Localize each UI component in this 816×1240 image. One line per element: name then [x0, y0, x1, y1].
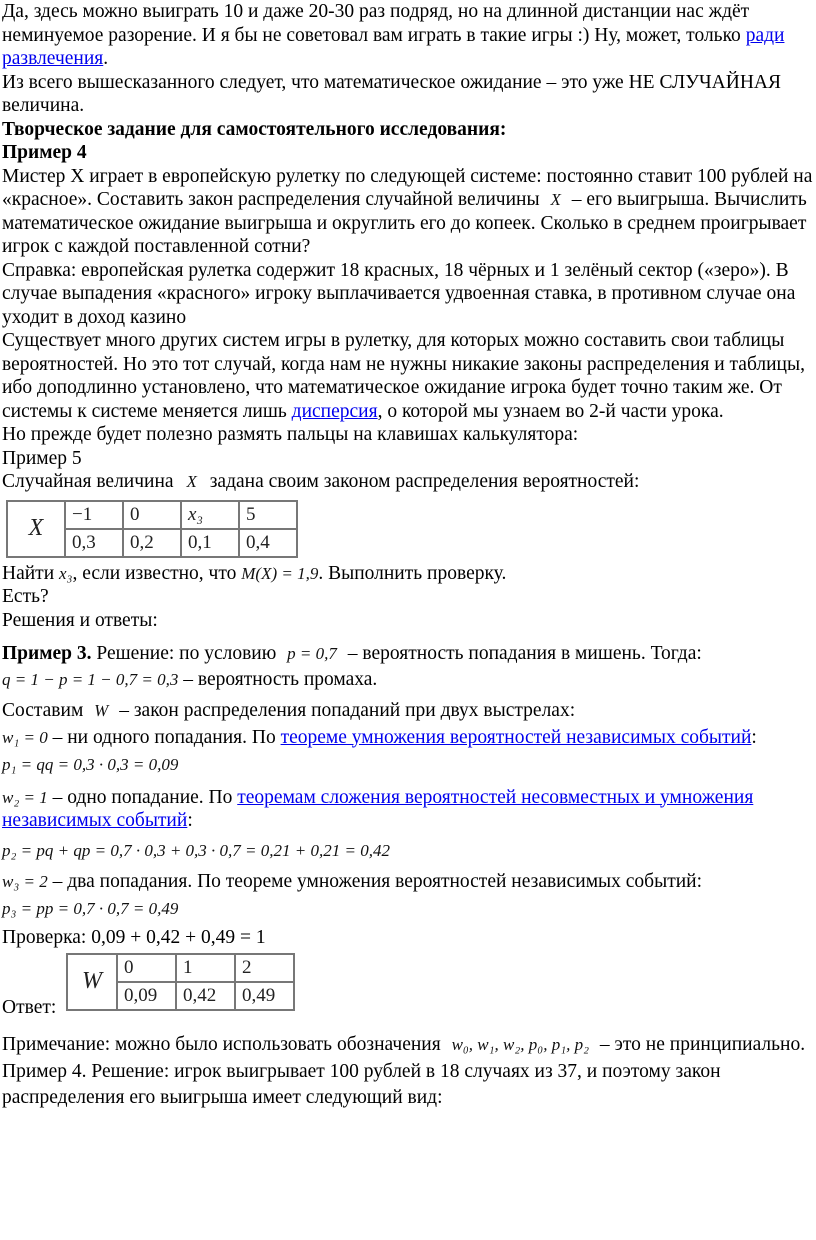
table-cell-value: 1	[176, 954, 235, 982]
paragraph-conclusion: Из всего вышесказанного следует, что математическое ожидание – это уже НЕ СЛУЧАЙНАЯ величина.	[2, 71, 782, 116]
text-span: – ни одного попадания. По	[47, 726, 281, 748]
table-label-x: X	[7, 501, 65, 557]
link-addition-multiplication-theorems[interactable]: теоремам сложения вероятностей несовместных и умножения независимых событий	[2, 786, 754, 831]
text-span: Примечание: можно было использовать обозначения	[2, 1034, 446, 1055]
text-span: Случайная величина	[2, 471, 179, 492]
table-cell-value: 2	[235, 954, 294, 982]
formula-x: X	[186, 472, 197, 491]
table-cell-prob: 0,09	[117, 982, 176, 1010]
formula-w2: w₂ = 1	[2, 787, 48, 807]
paragraph-check: Проверка: 0,09 + 0,42 + 0,49 = 1	[2, 926, 266, 948]
paragraph-w1	[2, 724, 814, 751]
formula-p1	[2, 751, 814, 778]
text-span: , если известно, что	[72, 562, 242, 584]
distribution-table-w	[66, 953, 295, 1011]
formula-p3	[2, 895, 814, 922]
paragraph-reference: Справка: европейская рулетка содержит 18 красных, 18 чёрных и 1 зелёный сектор («зеро»). В случае выпадения «красного» игроку выплачивается удвоенная ставка, в противном случае она уходит в доход казино	[2, 259, 796, 328]
formula-expectation: M(X) = 1,9	[241, 563, 319, 583]
table-cell-prob: 0,2	[123, 529, 181, 557]
formula-p1-text: p₁ = qq = 0,3 · 0,3 = 0,09	[2, 754, 179, 774]
solutions-heading: Решения и ответы:	[2, 609, 158, 631]
creative-task-heading: Творческое задание для самостоятельного исследования:	[2, 118, 507, 140]
link-entertainment[interactable]: ради развлечения	[2, 24, 785, 69]
table-cell-value: −1	[65, 501, 123, 529]
answer-label: Ответ:	[2, 996, 57, 1018]
formula-q: q = 1 − p = 1 − 0,7 = 0,3	[2, 669, 179, 689]
text-span: – вероятность попадания в мишень. Тогда:	[342, 643, 702, 664]
table-cell-prob: 0,3	[65, 529, 123, 557]
example-4-heading: Пример 4	[2, 142, 87, 163]
text-span: . Выполнить проверку.	[318, 562, 507, 584]
formula-p2	[2, 837, 814, 864]
paragraph-calculator: Но прежде будет полезно размять пальцы на клавишах калькулятора:	[2, 424, 579, 445]
formula-w3: w₃ = 2	[2, 871, 48, 891]
text-span: Да, здесь можно выиграть 10 и даже 20-30 раз подряд, но на длинной дистанции нас ждёт неминуемое разорение. И я бы не советовал вам играть в такие игры :) Ну, может, только	[2, 1, 750, 46]
link-multiplication-theorem[interactable]: теореме умножения вероятностей независимых событий	[280, 726, 752, 748]
paragraph-find	[2, 562, 814, 586]
text-span: , о которой мы узнаем во 2-й части урока.	[377, 400, 724, 422]
table-cell-value: 5	[239, 501, 297, 529]
paragraph-solution-3	[2, 642, 814, 666]
solution-3-heading: Пример 3.	[2, 643, 92, 664]
table-cell-prob: 0,4	[239, 529, 297, 557]
table-cell-value: 0	[123, 501, 181, 529]
text-span: – закон распределения попаданий при двух выстрелах:	[114, 699, 576, 721]
table-cell-prob: 0,1	[181, 529, 239, 557]
text-span: :	[751, 726, 757, 748]
paragraph-miss-probability	[2, 666, 814, 693]
formula-p3-text: p₃ = pp = 0,7 · 0,7 = 0,49	[2, 898, 179, 918]
paragraph-note	[2, 1033, 814, 1057]
link-variance[interactable]: дисперсия	[291, 400, 378, 422]
formula-w: W	[94, 700, 109, 720]
formula-x: X	[550, 190, 561, 209]
distribution-table-x	[6, 500, 298, 558]
paragraph-w2	[2, 786, 814, 833]
text-span: .	[103, 48, 109, 69]
text-span: Составим	[2, 699, 89, 721]
text-span: – вероятность промаха.	[178, 668, 378, 690]
text-span: Мистер Х играет в европейскую рулетку по следующей системе: постоянно ставит 100 рублей на «красное». Составить закон распределения случайной величины	[2, 165, 813, 210]
text-span: – одно попадание. По	[47, 786, 238, 808]
formula-w1: w₁ = 0	[2, 727, 48, 747]
table-cell-value: 0	[117, 954, 176, 982]
text-span: Решение: по условию	[91, 643, 282, 664]
text-span: задана своим законом распределения вероятностей:	[204, 471, 640, 492]
formula-p: p = 0,7	[287, 644, 337, 663]
paragraph-compose-w	[2, 697, 814, 724]
paragraph-roulette-task	[2, 165, 814, 259]
text-span: – это не принципиально.	[595, 1034, 806, 1055]
paragraph-question: Есть?	[2, 586, 49, 607]
paragraph-systems	[2, 329, 814, 423]
table-cell-value: x₃	[181, 501, 239, 529]
paragraph-solution-4: Пример 4. Решение: игрок выигрывает 100 рублей в 18 случаях из 37, и поэтому закон распределения его выигрыша имеет следующий вид:	[2, 1060, 721, 1108]
paragraph-w3	[2, 868, 814, 895]
formula-p2-text: p₂ = pq + qp = 0,7 · 0,3 + 0,3 · 0,7 = 0,21 + 0,21 = 0,42	[2, 840, 390, 860]
text-span: – два попадания. По теореме умножения вероятностей независимых событий:	[47, 870, 703, 892]
formula-x3: x₃	[59, 563, 73, 583]
formula-notation: w₀, w₁, w₂, p₀, p₁, p₂	[451, 1035, 590, 1054]
text-span: Существует много других систем игры в рулетку, для которых можно составить свои таблицы вероятностей. Но это тот случай, когда нам не нужны никакие законы распределения и таблицы, ибо доподлинно установлено, что математическое ожидание игрока будет точно таким же. От системы к системе меняется лишь	[2, 330, 805, 422]
paragraph-gambling	[2, 0, 814, 71]
answer-row	[2, 953, 814, 1019]
table-cell-prob: 0,42	[176, 982, 235, 1010]
table-cell-prob: 0,49	[235, 982, 294, 1010]
text-span: Найти	[2, 562, 60, 584]
text-span: – его выигрыша. Вычислить математическое ожидание выигрыша и округлить его до копеек. Сколько в среднем проигрывает игрок с каждой поставленной сотни?	[2, 189, 807, 257]
text-span: :	[187, 810, 193, 831]
paragraph-random-variable	[2, 470, 814, 494]
example-5-heading: Пример 5	[2, 447, 82, 469]
table-label-w: W	[67, 954, 117, 1010]
